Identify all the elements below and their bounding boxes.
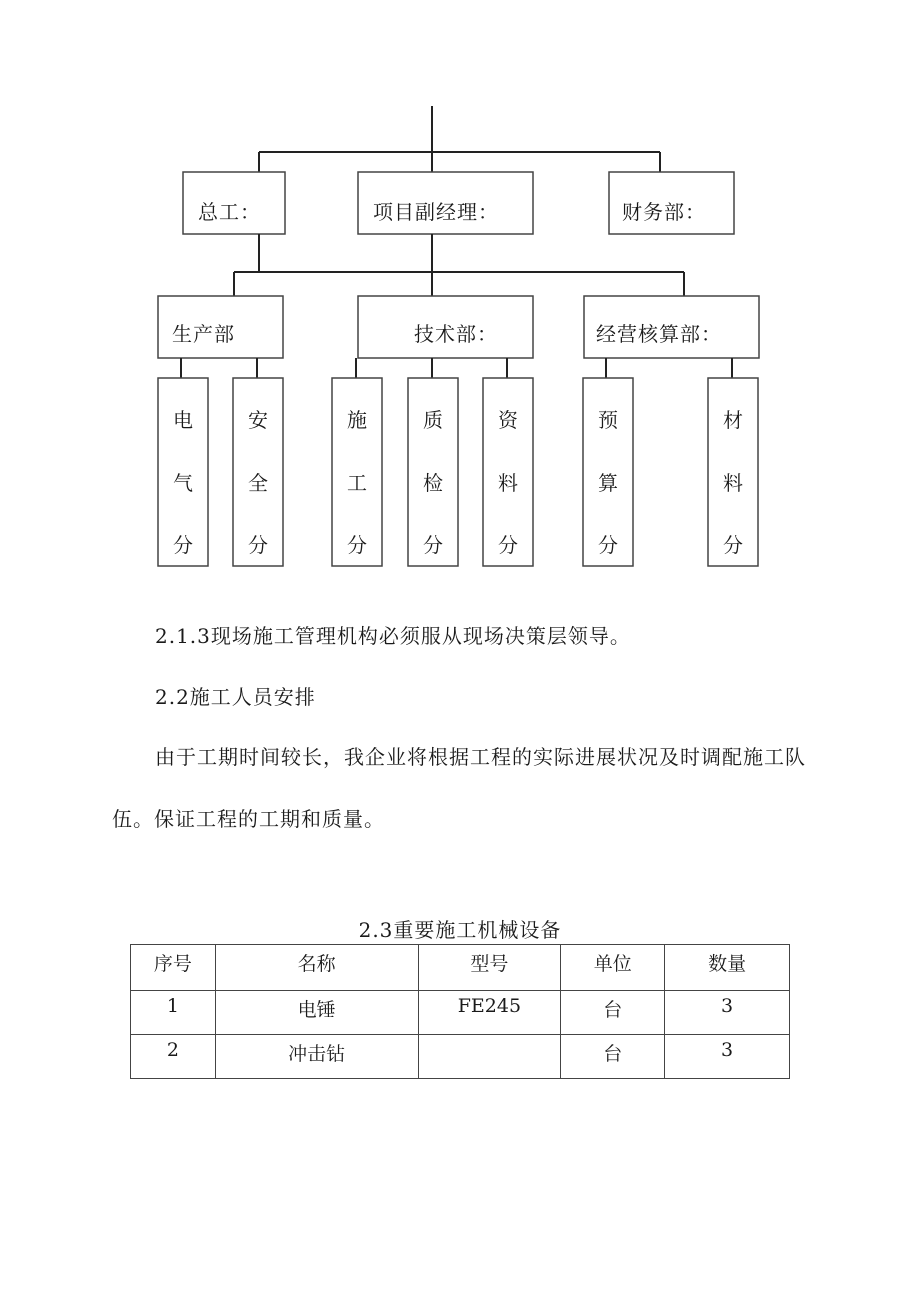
header-cell: 型号	[418, 945, 561, 991]
paragraph-staffing-line2: 伍。保证工程的工期和质量。	[112, 807, 385, 831]
table-cell: 1	[131, 991, 216, 1035]
char: 料	[723, 471, 743, 495]
char: 电	[173, 408, 193, 432]
header-cell: 单位	[561, 945, 665, 991]
table-cell: 3	[665, 991, 790, 1035]
paragraph-staffing-line1: 由于工期时间较长，我企业将根据工程的实际进展状况及时调配施工队	[155, 745, 806, 769]
label-technical: 技术部：	[414, 322, 498, 346]
header-cell: 序号	[131, 945, 216, 991]
char: 资	[498, 408, 518, 432]
org-chart	[0, 0, 920, 600]
char: 分	[598, 533, 618, 557]
char: 算	[598, 471, 618, 495]
char: 质	[423, 408, 443, 432]
header-cell: 数量	[665, 945, 790, 991]
char: 分	[498, 533, 518, 557]
char: 分	[423, 533, 443, 557]
char: 工	[347, 471, 367, 495]
table-row	[131, 991, 790, 1035]
table-row	[131, 1035, 790, 1079]
paragraph-management-note: 2.1.3现场施工管理机构必须服从现场决策层领导。	[155, 624, 631, 648]
table-cell: 冲击钻	[215, 1035, 418, 1079]
char: 分	[723, 533, 743, 557]
section-heading-staffing: 2.2施工人员安排	[155, 685, 316, 709]
label-chief-engineer: 总工：	[198, 200, 261, 224]
label-production: 生产部	[172, 322, 235, 346]
char: 材	[723, 408, 743, 432]
table-cell	[418, 1035, 561, 1079]
char: 分	[173, 533, 193, 557]
table-header-row	[131, 945, 790, 991]
char: 分	[248, 533, 268, 557]
label-finance: 财务部：	[622, 200, 706, 224]
header-cell: 名称	[215, 945, 418, 991]
table-cell: 2	[131, 1035, 216, 1079]
char: 预	[598, 408, 618, 432]
char: 气	[173, 471, 193, 495]
table-cell: 3	[665, 1035, 790, 1079]
char: 料	[498, 471, 518, 495]
table-title: 2.3重要施工机械设备	[358, 918, 562, 942]
label-deputy-pm: 项目副经理：	[373, 200, 499, 224]
char: 检	[423, 471, 443, 495]
char: 安	[248, 408, 268, 432]
table-cell: 台	[561, 1035, 665, 1079]
table-cell: FE245	[418, 991, 561, 1035]
table-cell: 电锤	[215, 991, 418, 1035]
char: 全	[248, 471, 268, 495]
char: 施	[347, 408, 367, 432]
table-cell: 台	[561, 991, 665, 1035]
char: 分	[347, 533, 367, 557]
label-business-accounting: 经营核算部：	[596, 322, 722, 346]
equipment-table	[130, 944, 790, 1079]
